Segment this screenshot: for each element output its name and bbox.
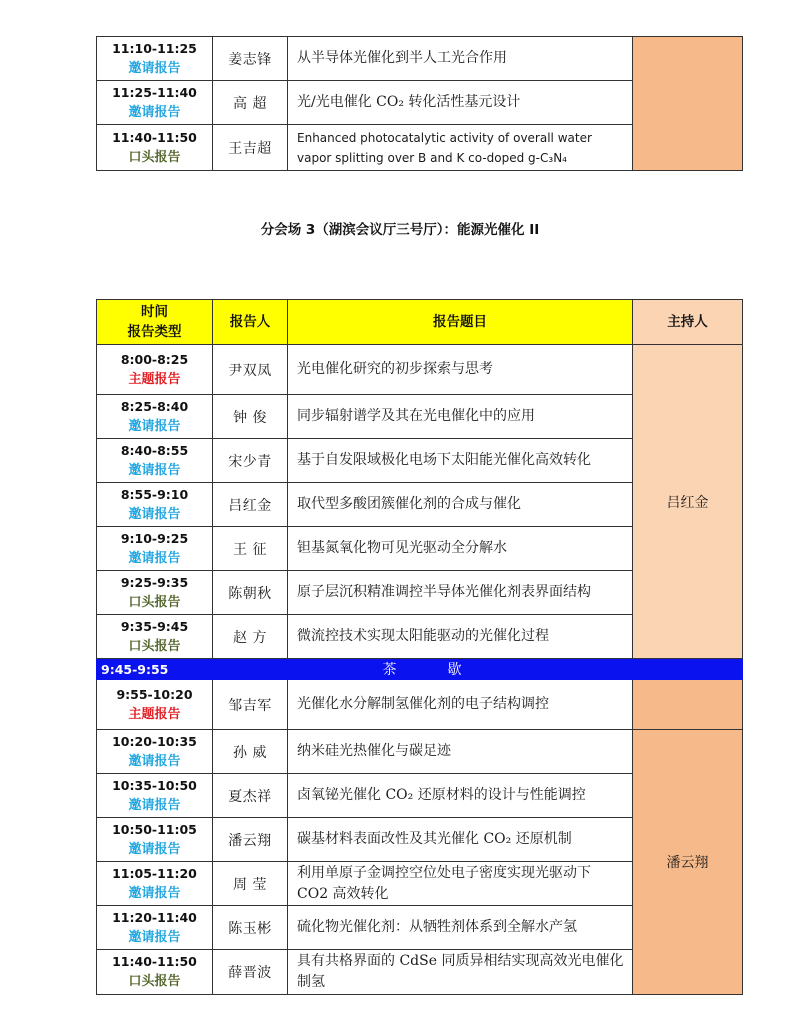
time-cell	[97, 730, 213, 774]
time-cell	[97, 483, 213, 527]
speaker: 潘云翔	[213, 818, 288, 862]
speaker: 高 超	[213, 81, 288, 125]
report-type: 口头报告	[128, 974, 181, 989]
time-slot: 11:25-11:40	[112, 84, 197, 100]
time-slot: 10:50-11:05	[112, 821, 197, 837]
time-cell	[97, 395, 213, 439]
report-type: 口头报告	[128, 149, 181, 165]
table-row	[97, 680, 743, 730]
time-slot: 8:40-8:55	[120, 442, 189, 458]
speaker: 吕红金	[213, 483, 288, 527]
speaker: 陈朝秋	[213, 571, 288, 615]
report-type: 邀请报告	[128, 929, 181, 945]
report-title: 光电催化研究的初步探索与思考	[288, 345, 633, 395]
report-title: 纳米硅光热催化与碳足迹	[288, 730, 633, 774]
time-slot: 9:55-10:20	[116, 686, 193, 702]
break-host-cell	[633, 659, 743, 680]
time-slot: 10:35-10:50	[112, 777, 197, 793]
report-type: 邀请报告	[128, 885, 181, 901]
report-title: 光/光电催化 CO₂ 转化活性基元设计	[288, 81, 633, 125]
session-schedule-table	[96, 299, 743, 995]
report-title: 利用单原子金调控空位处电子密度实现光驱动下 CO2 高效转化	[288, 862, 633, 906]
time-cell	[97, 615, 213, 659]
report-type: 邀请报告	[128, 797, 181, 813]
time-cell	[97, 862, 213, 906]
time-cell	[97, 774, 213, 818]
time-cell	[97, 439, 213, 483]
report-type: 邀请报告	[128, 550, 181, 566]
report-title: 从半导体光催化到半人工光合作用	[288, 37, 633, 81]
time-slot: 11:40-11:50	[112, 129, 197, 145]
report-type: 主题报告	[128, 706, 181, 722]
time-cell	[97, 125, 213, 171]
report-type: 邀请报告	[128, 506, 181, 522]
time-cell	[97, 680, 213, 730]
speaker: 姜志锋	[213, 37, 288, 81]
time-slot: 8:55-9:10	[120, 486, 189, 502]
speaker: 宋少青	[213, 439, 288, 483]
time-slot: 10:20-10:35	[112, 733, 197, 749]
report-type: 口头报告	[128, 638, 181, 654]
time-slot: 11:20-11:40	[112, 909, 197, 925]
break-time: 9:45-9:55	[97, 659, 213, 680]
report-title: 基于自发限域极化电场下太阳能光催化高效转化	[288, 439, 633, 483]
report-type: 邀请报告	[128, 104, 181, 120]
time-slot: 9:35-9:45	[120, 618, 189, 634]
report-type: 邀请报告	[128, 462, 181, 478]
report-type: 邀请报告	[128, 841, 181, 857]
speaker: 赵 方	[213, 615, 288, 659]
report-title: 原子层沉积精准调控半导体光催化剂表界面结构	[288, 571, 633, 615]
session-heading: 分会场 3（湖滨会议厅三号厅）：能源光催化 II	[260, 222, 540, 238]
time-slot: 11:40-11:50	[112, 954, 197, 969]
break-label: 茶 歇	[213, 659, 633, 680]
time-slot: 8:00-8:25	[120, 351, 189, 367]
report-title: 卤氧铋光催化 CO₂ 还原材料的设计与性能调控	[288, 774, 633, 818]
report-title: 碳基材料表面改性及其光催化 CO₂ 还原机制	[288, 818, 633, 862]
time-cell	[97, 37, 213, 81]
speaker: 王吉超	[213, 125, 288, 171]
table-row	[97, 345, 743, 395]
speaker: 薛晋波	[213, 950, 288, 995]
report-title: 钽基氮氧化物可见光驱动全分解水	[288, 527, 633, 571]
report-title: 光催化水分解制氢催化剂的电子结构调控	[288, 680, 633, 730]
time-cell	[97, 527, 213, 571]
host-name: 潘云翔	[633, 730, 743, 995]
table-row	[97, 730, 743, 774]
report-title: 具有共格界面的 CdSe 同质异相结实现高效光电催化制氢	[288, 950, 633, 995]
host-cell	[633, 37, 743, 171]
time-cell	[97, 950, 213, 995]
time-cell	[97, 906, 213, 950]
report-type: 邀请报告	[128, 60, 181, 76]
header-title: 报告题目	[288, 300, 633, 345]
header-speaker: 报告人	[213, 300, 288, 345]
report-type: 主题报告	[128, 371, 181, 387]
host-cell	[633, 680, 743, 730]
report-type: 口头报告	[128, 594, 181, 610]
report-title: 取代型多酸团簇催化剂的合成与催化	[288, 483, 633, 527]
speaker: 王 征	[213, 527, 288, 571]
previous-session-table	[96, 36, 743, 171]
report-title: Enhanced photocatalytic activity of overall water vapor splitting over B and K co-doped g-C₃N₄	[288, 125, 633, 171]
time-cell	[97, 818, 213, 862]
time-slot: 11:05-11:20	[112, 865, 197, 881]
time-slot: 11:10-11:25	[112, 40, 197, 56]
time-slot: 9:10-9:25	[120, 530, 189, 546]
time-slot: 8:25-8:40	[120, 398, 189, 414]
report-title: 同步辐射谱学及其在光电催化中的应用	[288, 395, 633, 439]
host-name: 吕红金	[633, 345, 743, 659]
speaker: 邹吉军	[213, 680, 288, 730]
time-cell	[97, 81, 213, 125]
time-cell	[97, 345, 213, 395]
tea-break-row	[97, 659, 743, 680]
report-title: 微流控技术实现太阳能驱动的光催化过程	[288, 615, 633, 659]
header-time: 时间 报告类型	[97, 300, 213, 345]
time-slot: 9:25-9:35	[120, 574, 189, 590]
speaker: 周 莹	[213, 862, 288, 906]
header-host: 主持人	[633, 300, 743, 345]
report-type: 邀请报告	[128, 753, 181, 769]
report-title: 硫化物光催化剂：从牺牲剂体系到全解水产氢	[288, 906, 633, 950]
speaker: 孙 威	[213, 730, 288, 774]
speaker: 夏杰祥	[213, 774, 288, 818]
table-header-row	[97, 300, 743, 345]
time-cell	[97, 571, 213, 615]
report-type: 邀请报告	[128, 418, 181, 434]
speaker: 尹双凤	[213, 345, 288, 395]
table-row	[97, 37, 743, 81]
speaker: 钟 俊	[213, 395, 288, 439]
speaker: 陈玉彬	[213, 906, 288, 950]
